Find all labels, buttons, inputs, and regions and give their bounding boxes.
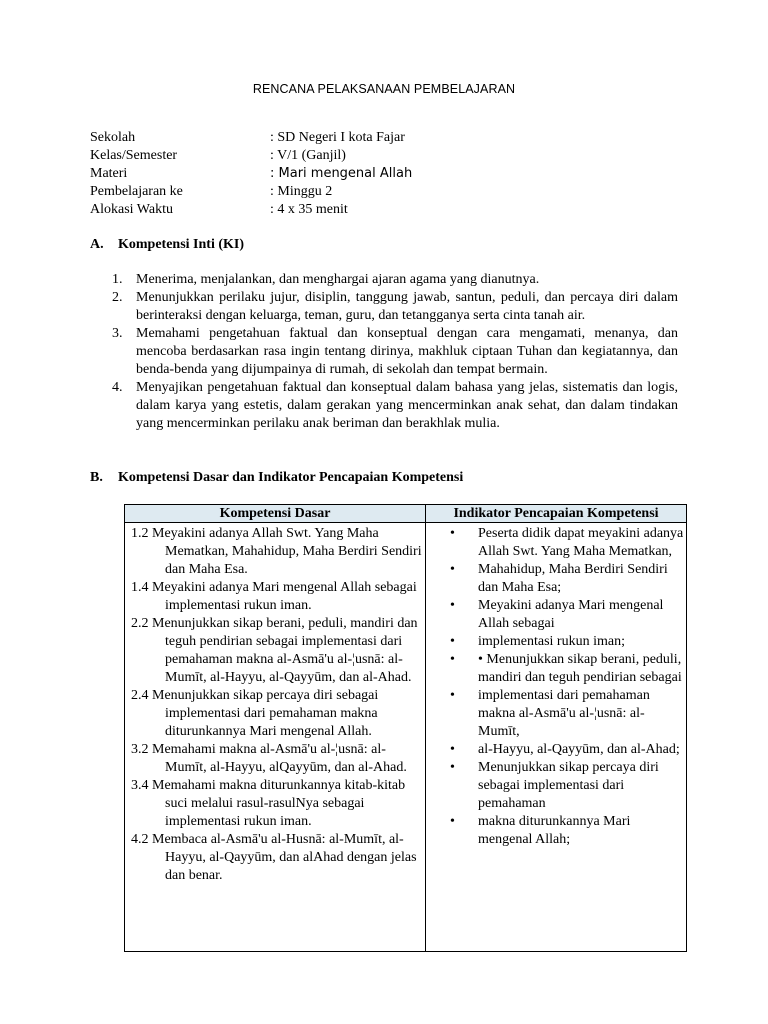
list-item: [450, 633, 686, 651]
list-item: [450, 687, 686, 741]
identity-label: Alokasi Waktu: [90, 202, 173, 217]
list-item: [450, 525, 686, 561]
list-item: 3.2 Memahami makna al-Asmā'u al-¦usnā: al-Mumīt, al-Hayyu, alQayyūm, dan al-Ahad.: [131, 742, 407, 775]
identity-block: [90, 129, 412, 219]
list-item: [450, 561, 686, 597]
list-item: 3.4 Memahami makna diturunkannya kitab-kitab suci melalui rasul-rasulNya sebagai implementasi rukun iman.: [131, 778, 406, 829]
bullet-icon: •: [450, 742, 455, 757]
column-header-kd: Kompetensi Dasar: [125, 505, 426, 523]
list-item: 1.2 Meyakini adanya Allah Swt. Yang Maha Mematkan, Mahahidup, Maha Berdiri Sendiri dan Maha Esa.: [131, 526, 422, 577]
bullet-icon: •: [450, 760, 455, 775]
identity-value: : Minggu 2: [270, 184, 333, 199]
identity-label: Kelas/Semester: [90, 148, 178, 163]
identity-label: Pembelajaran ke: [90, 184, 183, 199]
list-item: [450, 759, 686, 813]
identity-value: : SD Negeri I kota Fajar: [270, 130, 405, 145]
bullet-icon: •: [450, 688, 455, 703]
list-text: Peserta didik dapat meyakini adanya Allah Swt. Yang Maha Mematkan,: [478, 526, 684, 559]
bullet-icon: •: [450, 598, 455, 613]
identity-row-school: [90, 129, 412, 147]
indicator-cell: [426, 523, 687, 952]
list-item: [450, 813, 686, 849]
bullet-icon: •: [450, 526, 455, 541]
competence-table: [124, 504, 687, 952]
identity-row-material: [90, 165, 412, 183]
list-text: Menunjukkan sikap percaya diri sebagai implementasi dari pemahaman: [478, 760, 659, 811]
bullet-icon: •: [450, 562, 455, 577]
identity-label: Materi: [90, 166, 128, 181]
list-item: [450, 741, 686, 759]
list-item: 4.2 Membaca al-Asmā'u al-Husnā: al-Mumīt, al-Hayyu, al-Qayyūm, dan alAhad dengan jelas dan benar.: [131, 832, 417, 883]
list-number: 4.: [112, 380, 123, 395]
core-competence-list: [112, 271, 678, 433]
section-a-heading: [90, 236, 244, 254]
list-text: implementasi dari pemahaman makna al-Asmā'u al-¦usnā: al-Mumīt,: [478, 688, 650, 739]
list-item: [112, 271, 678, 289]
kd-cell: [125, 523, 426, 952]
list-text: implementasi rukun iman;: [478, 634, 625, 649]
list-item: [112, 325, 678, 379]
list-text: makna diturunkannya Mari mengenal Allah;: [478, 814, 631, 847]
section-letter: B.: [90, 470, 103, 485]
identity-value: : V/1 (Ganjil): [270, 148, 346, 163]
list-text: Meyakini adanya Mari mengenal Allah sebagai: [478, 598, 664, 631]
identity-row-time: [90, 201, 412, 219]
list-number: 2.: [112, 290, 123, 305]
identity-value: : 4 x 35 menit: [270, 202, 348, 217]
list-text: • Menunjukkan sikap berani, peduli, mandiri dan teguh pendirian sebagai: [478, 652, 682, 685]
identity-label: Sekolah: [90, 130, 136, 145]
indicator-list: [426, 523, 686, 849]
list-item: [112, 289, 678, 325]
list-item: [112, 379, 678, 433]
section-title: Kompetensi Inti (KI): [118, 237, 244, 252]
list-text: Menyajikan pengetahuan faktual dan konseptual dalam bahasa yang jelas, sistematis dan logis, dalam karya yang estetis, dalam gerakan yang mencerminkan anak sehat, dan dalam tindakan yang mencerminkan perilaku anak beriman dan berakhlak mulia.: [136, 380, 678, 431]
list-text: Mahahidup, Maha Berdiri Sendiri dan Maha Esa;: [478, 562, 668, 595]
list-item: [450, 651, 686, 687]
list-item: 2.4 Menunjukkan sikap percaya diri sebagai implementasi dari pemahaman makna diturunkannya Mari mengenal Allah.: [131, 688, 379, 739]
basic-competence-list: [125, 523, 425, 885]
bullet-icon: •: [450, 814, 455, 829]
section-letter: A.: [90, 237, 104, 252]
section-b-heading: [90, 469, 463, 487]
list-item: 2.2 Menunjukkan sikap berani, peduli, mandiri dan teguh pendirian sebagai implementasi dari pemahaman makna al-Asmā'u al-¦usnā: al-Mumīt, al-Hayyu, al-Qayyūm, dan al-Ahad.: [131, 616, 418, 685]
list-text: Menunjukkan perilaku jujur, disiplin, tanggung jawab, santun, peduli, dan percaya diri dalam berinteraksi dengan keluarga, teman, guru, dan tetangganya serta cinta tanah air.: [136, 290, 678, 323]
document-title: RENCANA PELAKSANAAN PEMBELAJARAN: [252, 82, 516, 96]
list-text: al-Hayyu, al-Qayyūm, dan al-Ahad;: [478, 742, 680, 757]
list-text: Memahami pengetahuan faktual dan konseptual dengan cara mengamati, menanya, dan mencoba berdasarkan rasa ingin tentang dirinya, makhluk ciptaan Tuhan dan kegiatannya, dan benda-benda yang dijumpainya di rumah, di sekolah dan tempat bermain.: [136, 326, 678, 377]
list-number: 1.: [112, 272, 123, 287]
column-header-indicator: Indikator Pencapaian Kompetensi: [426, 505, 687, 523]
list-item: [450, 597, 686, 633]
list-text: Menerima, menjalankan, dan menghargai ajaran agama yang dianutnya.: [136, 272, 540, 287]
list-item: 1.4 Meyakini adanya Mari mengenal Allah sebagai implementasi rukun iman.: [131, 580, 417, 613]
identity-row-lesson: [90, 183, 412, 201]
list-number: 3.: [112, 326, 123, 341]
bullet-icon: •: [450, 652, 455, 667]
section-title: Kompetensi Dasar dan Indikator Pencapaian Kompetensi: [118, 470, 464, 485]
bullet-icon: •: [450, 634, 455, 649]
identity-value: : Mari mengenal Allah: [270, 166, 413, 181]
identity-row-class: [90, 147, 412, 165]
